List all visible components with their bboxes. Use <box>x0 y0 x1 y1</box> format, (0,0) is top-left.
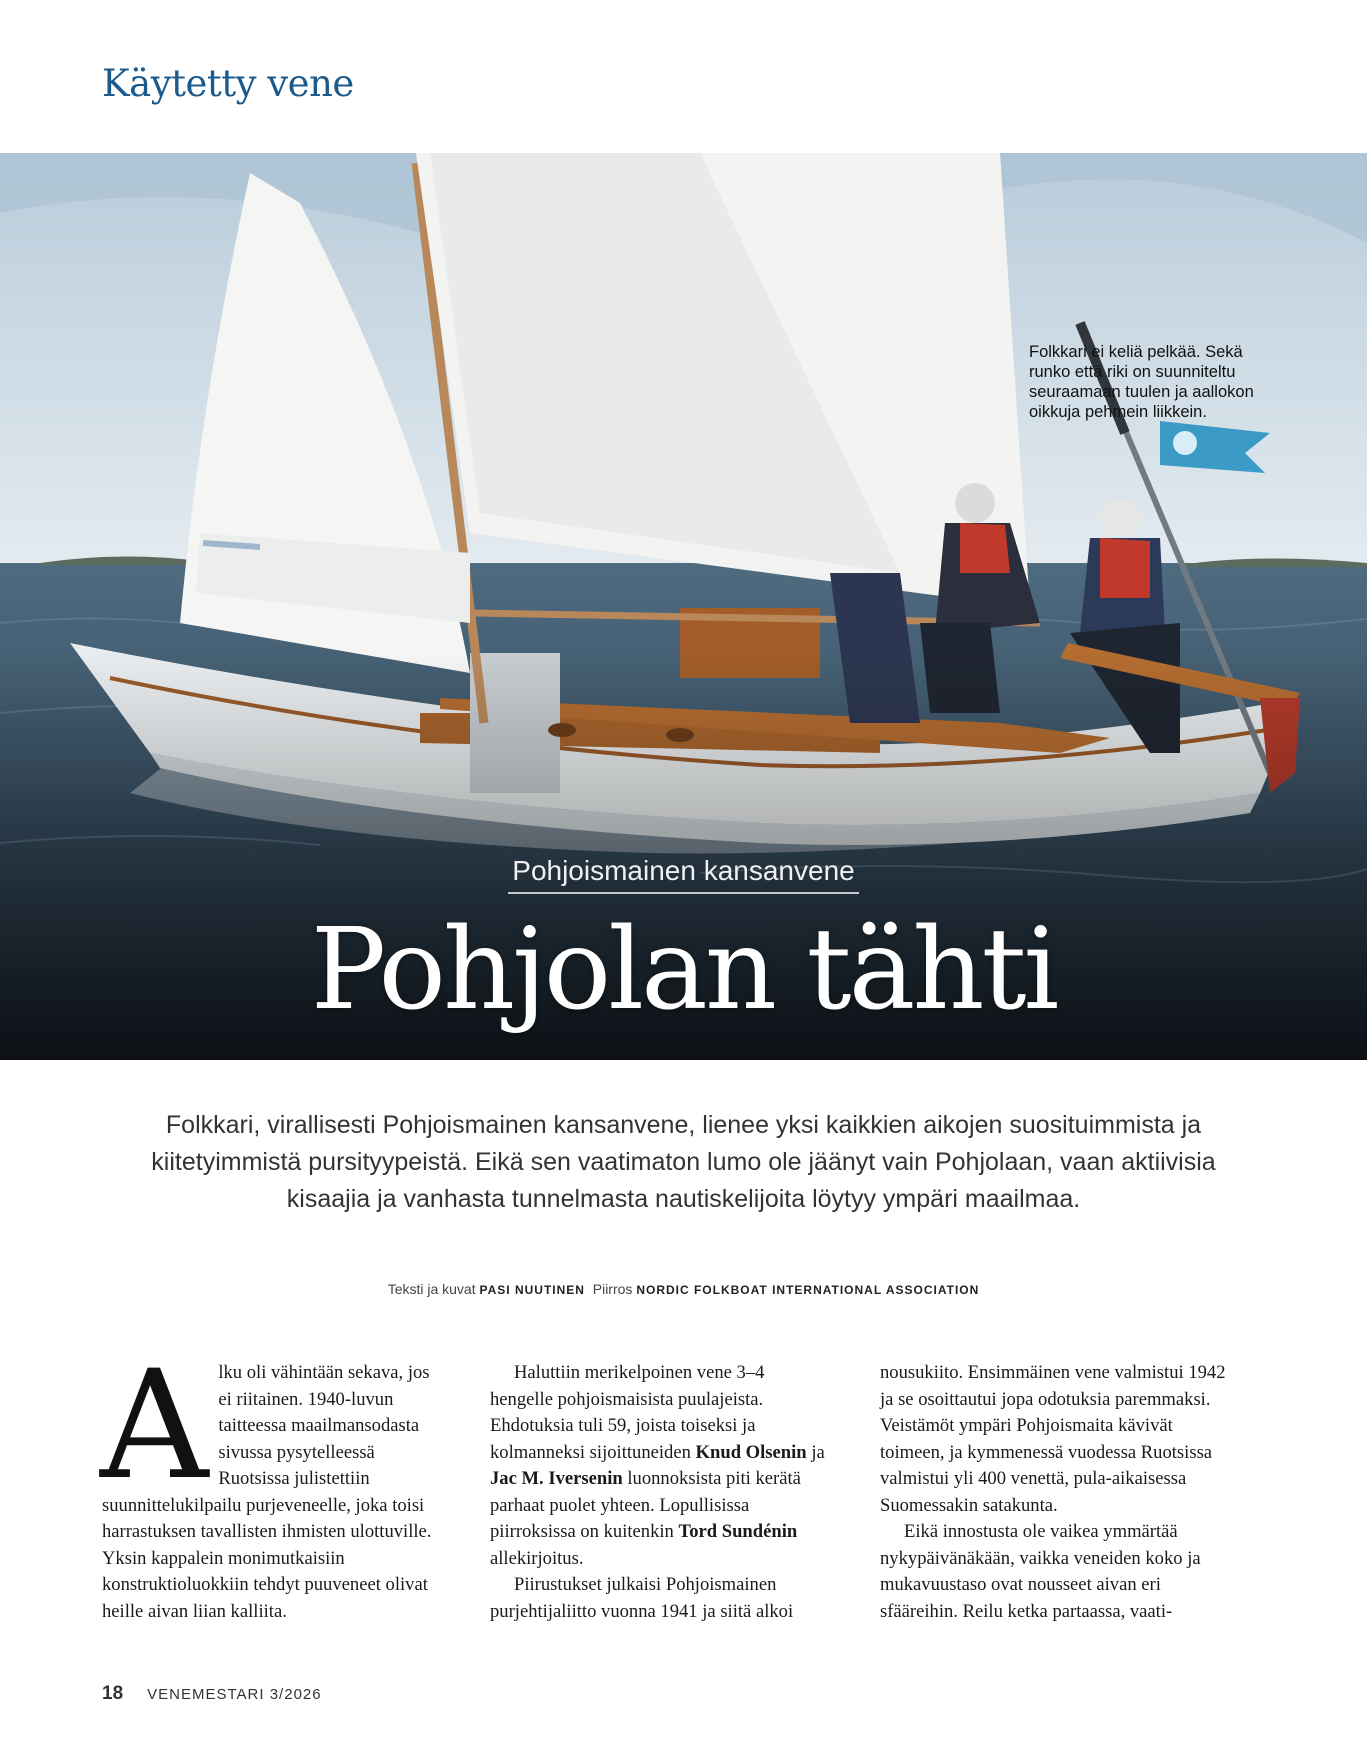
headline: Pohjolan tähti <box>310 905 1057 1035</box>
photo-caption: Folkkari ei keliä pelkää. Sekä runko että riki on suunniteltu seuraamaan tuulen ja aallokon oikkuja pehmein liikkein. <box>1029 343 1254 421</box>
credit-drawing-author: NORDIC FOLKBOAT INTERNATIONAL ASSOCIATION <box>636 1283 980 1297</box>
body-text: lku oli vähintään sekava, jos ei riitainen. 1940-luvun taitteessa maailmansodasta sivussa pysytelleessä Ruotsissa julistettiin suunnittelukilpailu purjeveneelle, joka toisi harrastuksen tavallisten ihmisten ulottuville. Yksin kappalein monimutkaisiin konstruktioluokkiin tehdyt puuveneet olivat heille aivan liian kalliita. <box>102 1362 432 1622</box>
section-label: Käytetty vene <box>102 62 354 105</box>
kicker-text: Pohjoismainen kansanvene <box>508 855 858 894</box>
body-column-1 <box>100 1339 447 1625</box>
magazine-issue: VENEMESTARI 3/2026 <box>147 1686 322 1703</box>
body-paragraph <box>490 1360 830 1572</box>
body-paragraph <box>100 1339 447 1625</box>
body-paragraph: Piirustukset julkaisi Pohjoismainen purjehtijaliitto vuonna 1941 ja siitä alkoi <box>490 1574 794 1622</box>
body-column-2 <box>490 1360 830 1625</box>
body-paragraph: nousukiito. Ensimmäinen vene valmistui 1942 ja se osoittautui jopa odotuksia paremmaksi. Veistämöt ympäri Pohjoismaita kävivät toimeen, ja kymmenessä vuodessa Ruotsissa valmistui yli 400 venettä, pula-aikaisessa Suomessakin satakunta. <box>880 1362 1226 1516</box>
body-paragraph: Eikä innostusta ole vaikea ymmärtää nykypäivänäkään, vaikka veneiden koko ja mukavuustaso ovat nousseet aivan eri sfääreihin. Reilu ketka partaassa, vaati- <box>880 1521 1201 1622</box>
body-text: luonnoksista piti kerätä parhaat puolet yhteen. Lopullisissa piirroksissa on kuitenkin <box>490 1468 801 1542</box>
person-name: Jac M. Iversenin <box>490 1468 623 1489</box>
credits <box>0 1281 1367 1297</box>
body-text: allekirjoitus. <box>490 1547 584 1569</box>
body-text: ja <box>811 1441 825 1463</box>
body-column-3 <box>880 1360 1230 1625</box>
credit-drawing-label: Piirros <box>592 1281 633 1297</box>
person-name: Knud Olsenin <box>695 1441 807 1463</box>
page-number: 18 <box>102 1683 124 1704</box>
credit-text-author: PASI NUUTINEN <box>479 1283 585 1297</box>
lead-paragraph: Folkkari, virallisesti Pohjoismainen kansanvene, lienee yksi kaikkien aikojen suosituimmista ja kiitetyimmistä pursityypeistä. Eikä sen vaatimaton lumo ole jäänyt vain Pohjolaan, vaan aktiivisia kisaajia ja vanhasta tunnelmasta nautiskelijoita löytyy ympäri maailmaa. <box>151 1111 1216 1213</box>
page-footer <box>102 1683 322 1705</box>
credit-text-label: Teksti ja kuvat <box>387 1281 476 1297</box>
drop-cap: A <box>100 1339 209 1513</box>
body-text: Haluttiin merikelpoinen vene 3–4 hengelle pohjoismaisista puulajeista. Ehdotuksia tuli 59, joista toiseksi ja kolmanneksi sijoittuneiden <box>490 1362 765 1463</box>
kicker <box>0 855 1367 887</box>
person-name: Tord Sundénin <box>678 1521 798 1542</box>
